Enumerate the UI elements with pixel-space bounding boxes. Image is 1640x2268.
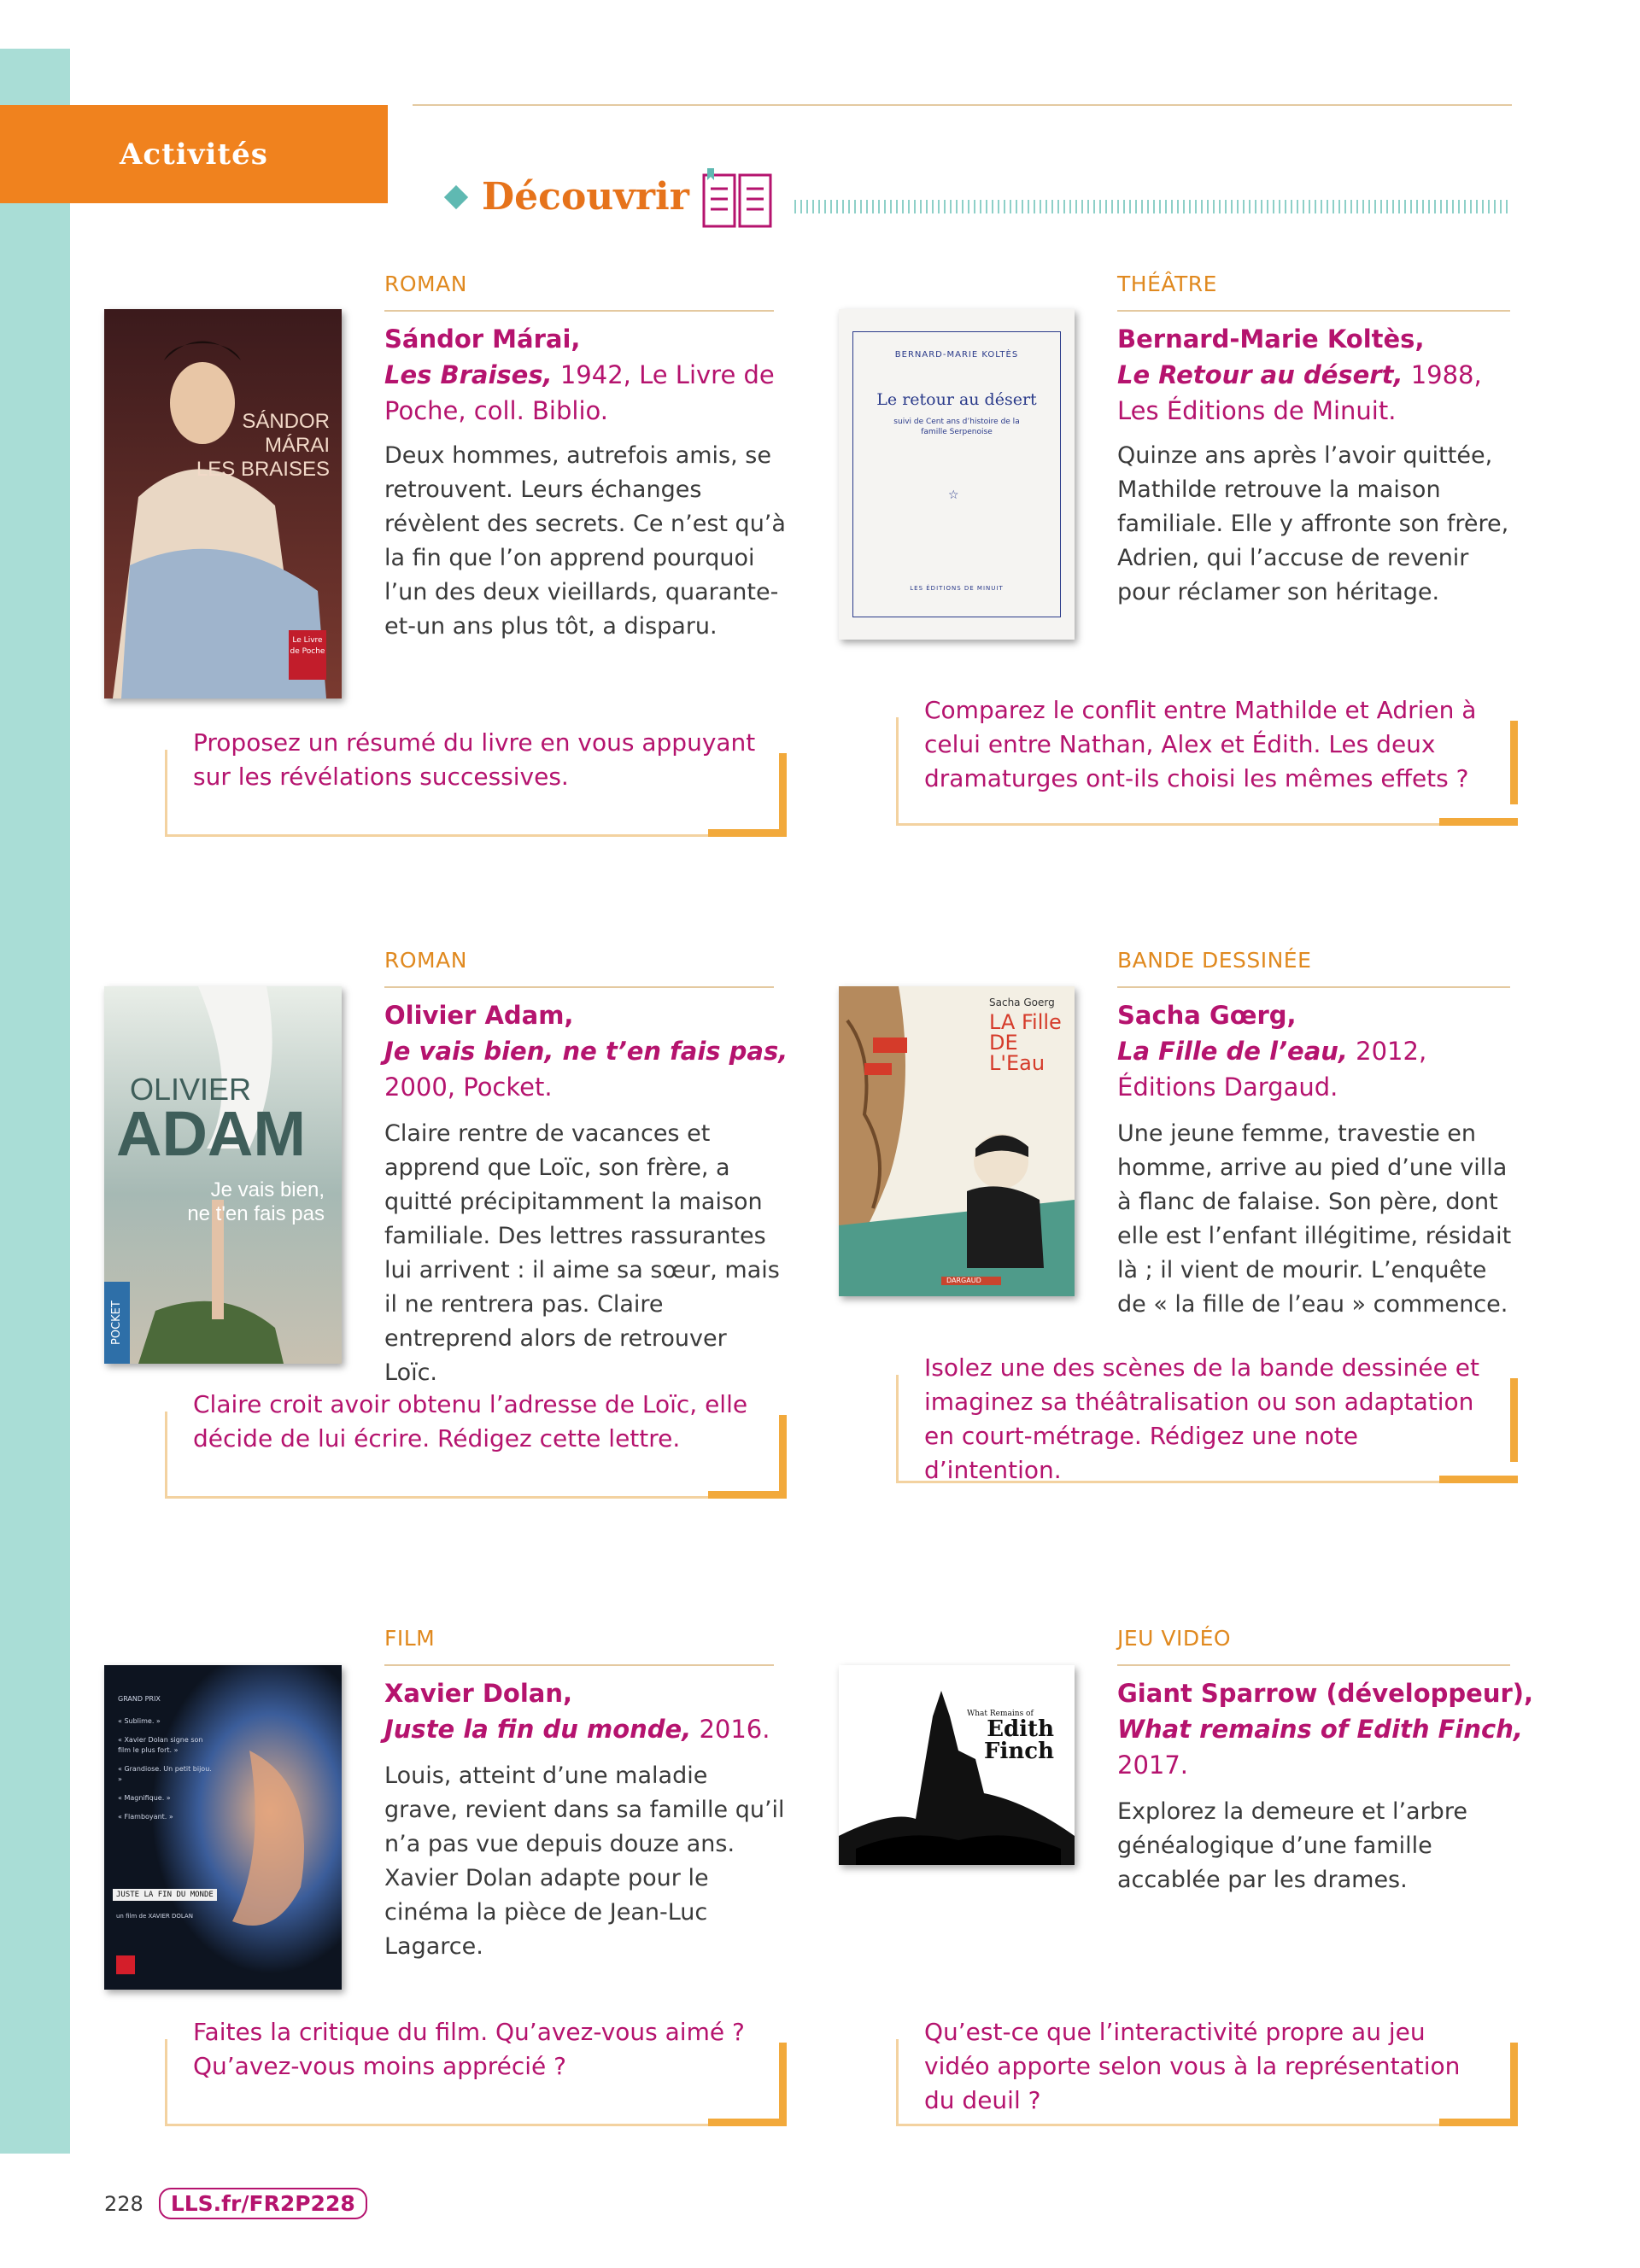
entry-author: Sándor Márai, xyxy=(384,324,581,354)
activity-box xyxy=(165,726,787,837)
activity-prompt: Claire croit avoir obtenu l’adresse de Loïc, elle décide de lui écrire. Rédigez cette lettre. xyxy=(193,1390,748,1453)
entry-publication: 2000, Pocket. xyxy=(384,1073,553,1102)
entry-reference xyxy=(1117,1675,1544,1783)
activity-prompt: Proposez un résumé du livre en vous appuyant sur les révélations successives. xyxy=(193,728,756,791)
category-divider xyxy=(384,1664,774,1666)
category-divider xyxy=(384,986,774,988)
diamond-icon xyxy=(444,184,468,208)
cover-title-2: ne t'en fais pas xyxy=(187,1202,325,1225)
entry-reference xyxy=(384,997,794,1105)
publisher-badge: POCKET xyxy=(104,1282,130,1364)
entry-work-title: Les Braises, xyxy=(384,360,553,389)
game-title-2: Finch xyxy=(984,1739,1054,1764)
entry-description: Louis, atteint d’une maladie grave, revient dans sa famille qu’il n’a pas vue depuis douze ans. Xavier Dolan adapte pour le cinéma la pièce de Jean-Luc Lagarce. xyxy=(384,1762,785,1960)
poster-quote-4: « Magnifique. » xyxy=(118,1794,171,1802)
open-book-icon xyxy=(700,168,774,231)
cover-title-1: Je vais bien, xyxy=(210,1178,325,1201)
poster-quote-2: « Xavier Dolan signe son film le plus fort. » xyxy=(118,1736,203,1754)
entry-category: JEU VIDÉO xyxy=(1117,1626,1232,1651)
poster-quote-1: « Sublime. » xyxy=(118,1717,161,1725)
category-divider xyxy=(1117,986,1510,988)
section-title: Découvrir xyxy=(482,175,689,219)
page-footer xyxy=(104,2188,367,2219)
entry-author: Giant Sparrow (développeur), xyxy=(1117,1679,1534,1708)
cover-title-1: LA Fille xyxy=(989,1010,1062,1034)
poster-director: un film de XAVIER DOLAN xyxy=(116,1913,193,1920)
activity-prompt: Isolez une des scènes de la bande dessinée et imaginez sa théâtralisation ou son adaptation en court-métrage. Rédigez une note d’intention. xyxy=(924,1353,1479,1484)
entry-description: Explorez la demeure et l’arbre généalogique d’une famille accablée par les drames. xyxy=(1117,1798,1467,1893)
film-poster-juste-la-fin-du-monde xyxy=(104,1665,342,1990)
minuit-star-icon: ☆ xyxy=(948,488,959,502)
decorative-hatch xyxy=(794,200,1512,213)
entry-category: ROMAN xyxy=(384,948,467,973)
entry-work-title: Juste la fin du monde, xyxy=(384,1715,692,1744)
entry-publication: 2016. xyxy=(691,1715,770,1744)
activity-box xyxy=(165,1388,787,1499)
entry-author: Xavier Dolan, xyxy=(384,1679,573,1708)
cover-author-last: ADAM xyxy=(116,1098,306,1169)
activity-prompt: Comparez le conflit entre Mathilde et Adrien à celui entre Nathan, Alex et Édith. Les deux dramaturges ont-ils choisi les mêmes effets ? xyxy=(924,696,1477,792)
entry-category: FILM xyxy=(384,1626,436,1651)
lls-link[interactable]: LLS.fr/FR2P228 xyxy=(159,2188,367,2219)
entry-reference xyxy=(1117,321,1527,429)
entry-category: THÉÂTRE xyxy=(1117,272,1217,296)
category-divider xyxy=(1117,310,1510,312)
entry-work-title: Le Retour au désert, xyxy=(1117,360,1403,389)
poster-title: JUSTE LA FIN DU MONDE xyxy=(113,1889,217,1901)
activity-box xyxy=(165,2015,787,2126)
book-cover-les-braises xyxy=(104,309,342,699)
game-title-small: What Remains of xyxy=(967,1710,1034,1718)
activity-box xyxy=(896,1351,1518,1483)
entry-work-title: La Fille de l’eau, xyxy=(1117,1037,1348,1066)
poster-quote-3: « Grandiose. Un petit bijou. » xyxy=(118,1765,212,1783)
entry-publication: 2012, Éditions Dargaud. xyxy=(1117,1037,1427,1102)
activity-prompt: Faites la critique du film. Qu’avez-vous aimé ? Qu’avez-vous moins apprécié ? xyxy=(193,2018,745,2080)
entry-description: Une jeune femme, travestie en homme, arrive au pied d’une villa à flanc de falaise. Son père, dont elle est l’enfant illégitime, résidait là ; il vient de mourir. L’enquête de « la fille de l’eau » commence. xyxy=(1117,1120,1512,1318)
entry-work-title: What remains of Edith Finch, xyxy=(1117,1715,1523,1744)
section-heading xyxy=(448,175,689,219)
activity-box xyxy=(896,693,1518,826)
entry-publication: 1942, Le Livre de Poche, coll. Biblio. xyxy=(384,360,775,425)
entry-work-title: Je vais bien, ne t’en fais pas, xyxy=(384,1037,788,1066)
entry-author: Sacha Gœrg, xyxy=(1117,1001,1297,1030)
cover-author: Sacha Goerg xyxy=(989,997,1055,1008)
top-divider xyxy=(413,104,1512,106)
cover-title-2: DE L'Eau xyxy=(989,1031,1046,1075)
entry-reference xyxy=(384,1675,794,1747)
cover-subtitle: suivi de Cent ans d’histoire de la famille Serpenoise xyxy=(893,418,1020,436)
comic-cover-la-fille-de-l-eau xyxy=(839,986,1075,1296)
poster-award: GRAND PRIX xyxy=(118,1695,161,1703)
book-cover-je-vais-bien xyxy=(104,986,342,1364)
entry-author: Olivier Adam, xyxy=(384,1001,574,1030)
page-number: 228 xyxy=(104,2191,144,2216)
entry-reference xyxy=(1117,997,1527,1105)
entry-publication: 1988, Les Éditions de Minuit. xyxy=(1117,360,1482,425)
activity-box xyxy=(896,2015,1518,2126)
category-divider xyxy=(384,310,774,312)
cover-title: Le retour au désert xyxy=(876,390,1037,409)
cover-author-first: OLIVIER xyxy=(130,1072,252,1107)
entry-description: Quinze ans après l’avoir quittée, Mathilde retrouve la maison familiale. Elle y affronte son frère, Adrien, qui l’accuse de revenir pour réclamer son héritage. xyxy=(1117,442,1509,605)
cover-publisher: DARGAUD xyxy=(946,1277,981,1284)
cover-author-line2: MÁRAI xyxy=(264,434,330,457)
activity-prompt: Qu’est-ce que l’interactivité propre au jeu vidéo apporte selon vous à la représentation du deuil ? xyxy=(924,2018,1461,2114)
cover-author: BERNARD-MARIE KOLTÈS xyxy=(894,350,1019,359)
entry-description: Deux hommes, autrefois amis, se retrouvent. Leurs échanges révèlent des secrets. Ce n’est qu’à la fin que l’on apprend pourquoi l’un des deux vieillards, quarante-et-un ans plus tôt, a disparu. xyxy=(384,442,786,640)
game-title-1: Edith xyxy=(987,1716,1054,1742)
activities-tab xyxy=(0,105,388,203)
entry-reference xyxy=(384,321,794,429)
cover-publisher: LES ÉDITIONS DE MINUIT xyxy=(910,585,1004,592)
category-divider xyxy=(1117,1664,1510,1666)
side-band xyxy=(0,49,70,2154)
entry-publication: 2017. xyxy=(1117,1751,1189,1780)
entry-category: ROMAN xyxy=(384,272,467,296)
entry-description: Claire rentre de vacances et apprend que Loïc, son frère, a quitté précipitamment la maison familiale. Des lettres rassurantes lui arrivent : il aime sa sœur, mais il ne rentrera pas. Claire entreprend alors de retrouver Loïc. xyxy=(384,1120,780,1386)
entry-category: BANDE DESSINÉE xyxy=(1117,948,1312,973)
publisher-badge: Le Livre de Poche xyxy=(289,630,326,680)
cover-author-line1: SÁNDOR xyxy=(242,410,330,433)
cover-title: LES BRAISES xyxy=(196,458,330,481)
entry-author: Bernard-Marie Koltès, xyxy=(1117,324,1425,354)
book-cover-le-retour-au-desert xyxy=(839,309,1075,640)
game-cover-edith-finch xyxy=(839,1665,1075,1865)
activities-label: Activités xyxy=(120,137,268,172)
poster-quote-5: « Flamboyant. » xyxy=(118,1813,173,1821)
